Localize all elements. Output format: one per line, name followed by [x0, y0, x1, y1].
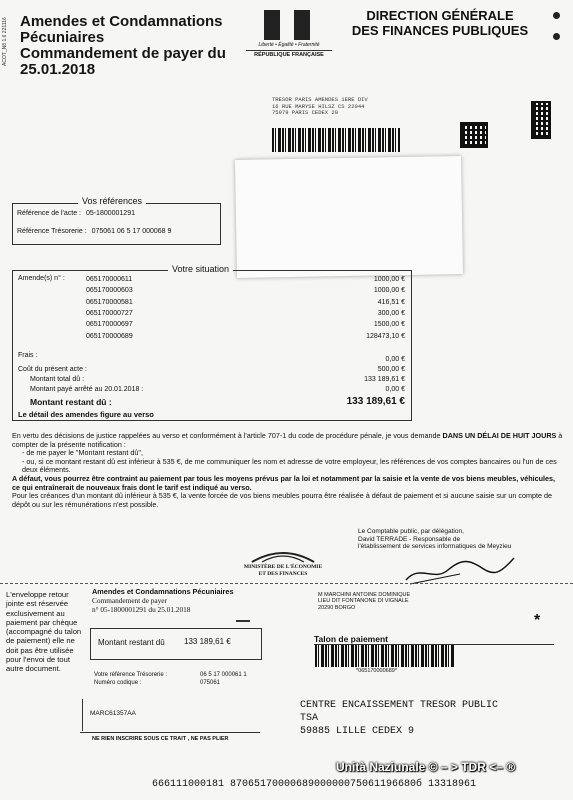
ministry-emblem-icon: [248, 548, 318, 564]
notice-text: En vertu des décisions de justice rappelées au verso et conformément à l'article 707-1 du code de procédure pénale, je vous demande: [12, 431, 443, 440]
amende-number: 065170000689: [86, 332, 133, 340]
coupon-divider: [236, 620, 250, 622]
ministry-line: MINISTÈRE DE L'ÉCONOMIE: [243, 564, 323, 570]
amende-number: 065170000611: [86, 276, 133, 283]
ministry-line: ET DES FINANCES: [258, 570, 308, 577]
amendes-label: Amende(s) n° :: [18, 275, 65, 282]
title-line: 25.01.2018: [20, 61, 96, 78]
center-line: CENTRE ENCAISSEMENT TRESOR PUBLIC: [300, 700, 499, 711]
notice-warning: A défaut, vous pourrez être contraint au paiement par tous les moyens prévus par la loi et notamment par la saisie et la vente de vos biens meubles, véhicules, ce qui entraînerait de nouveaux frais dont le tarif est indiqué au verso.: [12, 473, 555, 492]
punch-hole-icon: [553, 12, 560, 19]
punch-hole-icon: [553, 33, 560, 40]
ministry-name: [228, 564, 338, 577]
address-line: 75979 PARIS CEDEX 20: [272, 109, 339, 116]
coupon-tresor-label: Votre référence Trésorerie :: [94, 672, 168, 678]
address-line: TRESOR PARIS AMENDES 1ERE DIV: [272, 96, 368, 103]
coupon-mark: [82, 699, 83, 731]
amende-amount: 416,51 €: [377, 298, 405, 306]
title-line: Amendes et Condamnations: [20, 13, 223, 30]
sender-address: [272, 97, 368, 117]
total-value: 133 189,61 €: [364, 376, 405, 383]
restant-label: Montant restant dû :: [30, 397, 112, 407]
notice-paragraph: Pour les créances d'un montant dû inférieur à 535 €, la vente forcée de vos biens meubles pourra être réalisée à défaut de paiement et si aucune saisie sur un compte de dépôt ou sur les rémunérations n'est possible.: [12, 491, 552, 509]
logo-name: RÉPUBLIQUE FRANÇAISE: [246, 50, 332, 58]
acte-reference: [17, 210, 135, 217]
agency-line: DES FINANCES PUBLIQUES: [351, 23, 529, 38]
document-title: [20, 14, 245, 78]
amende-number: 065170000603: [86, 287, 133, 295]
amende-amount: 1500,00 €: [373, 321, 405, 329]
coupon-header: [92, 587, 234, 614]
qr-code-icon: [460, 122, 488, 148]
restant-value: 133 189,61 €: [346, 396, 405, 407]
detail-note: Le détail des amendes figure au verso: [18, 410, 154, 419]
amende-amount: 300,00 €: [377, 309, 405, 317]
center-line: TSA: [300, 713, 319, 724]
frais-label: Frais :: [18, 352, 38, 359]
total-label: Montant total dû :: [30, 376, 85, 383]
acte-value: 05-1800001291: [85, 210, 135, 217]
amende-amount: 128473,10 €: [366, 332, 405, 340]
amende-amount: 1000,00 €: [373, 287, 405, 295]
talon-number: *065170000689*: [356, 668, 397, 674]
republique-logo: [246, 10, 332, 62]
coupon-amount-value: 133 189,61 €: [184, 637, 231, 646]
amende-number: 065170000697: [86, 321, 133, 329]
coupon-line: [80, 732, 260, 733]
marianne-icon: [264, 10, 310, 40]
paye-value: 0,00 €: [385, 386, 405, 393]
marc-code: MARC61357AA: [90, 710, 136, 717]
notice-text: à compter de la présente notification :: [12, 431, 563, 449]
agency-name: [340, 8, 540, 38]
datamatrix-icon: [531, 101, 551, 139]
notice-bullet: - de me payer le "Montant restant dû",: [22, 448, 143, 458]
cout-label: Coût du présent acte :: [18, 366, 87, 373]
signature-line: l'établissement de services informatiques de Meyzieu: [358, 543, 512, 550]
recipient-line: 20290 BORGO: [318, 604, 356, 611]
recipient-line: LIEU DIT FONTANONE DI VIGNALE: [318, 598, 409, 605]
recipient-address: [318, 592, 410, 611]
payment-center-address: [300, 699, 498, 738]
ocr-line: 666111000181 8706517000068900000075061196680б 13318961: [152, 779, 477, 790]
paye-label: Montant payé arrêté au 20.01.2018 :: [30, 386, 144, 393]
envelope-note: L'enveloppe retour jointe est réservée exclusivement au paiement par chèque (accompagné du talon de paiement) elle ne doit pas être utilisée pour l'envoi de tout autre document.: [6, 590, 82, 674]
coupon-codique-label: Numéro codique :: [94, 680, 142, 686]
coupon-codique-value: 075061: [200, 680, 221, 686]
covering-sticker: [235, 156, 463, 278]
coupon-tresor-value: 06 5 17 000061 1: [200, 672, 247, 678]
coupon-subtitle: Commandement de payer: [92, 596, 167, 605]
side-code: ACOT_N8 1.6 221116: [2, 17, 8, 66]
acte-label: Référence de l'acte :: [17, 210, 81, 217]
tresorerie-value: 075061 06 5 17 000068 9: [91, 228, 172, 235]
signature-line: Le Comptable public, par délégation,: [358, 528, 464, 535]
no-write-notice: NE RIEN INSCRIRE SOUS CE TRAIT , NE PAS PLIER: [92, 736, 229, 742]
signature-block: [358, 528, 511, 551]
frais-value: 0,00 €: [385, 356, 405, 363]
signature-line: David TERRADE - Responsable de: [358, 535, 461, 543]
address-barcode: [272, 128, 400, 152]
recipient-line: M MARCHINI ANTOINE DOMINIQUE: [318, 592, 411, 598]
star-mark: *: [534, 612, 541, 629]
situation-heading: Votre situation: [168, 264, 233, 274]
coupon-reference: n° 05-1800001291 du 25.01.2018: [92, 605, 191, 614]
title-line: Commandement de payer du: [20, 45, 226, 62]
address-line: 16 RUE MARYSE HILSZ CS 22044: [272, 102, 365, 110]
coupon-amount-label: Montant restant dû: [98, 638, 165, 647]
amende-number: 065170000581: [86, 298, 133, 306]
talon-label: Talon de paiement: [314, 634, 388, 644]
talon-barcode: [315, 645, 455, 667]
title-line: Pécuniaires: [20, 29, 105, 46]
amende-number: 065170000727: [86, 309, 133, 317]
watermark: Unità Naziunale © – > TDR <– ®: [336, 760, 516, 774]
notice-deadline: DANS UN DÉLAI DE HUIT JOURS: [442, 431, 557, 440]
cout-value: 500,00 €: [377, 366, 405, 373]
notice-bullet: - ou, si ce montant restant dû est inférieur à 535 €, de me communiquer les nom et adresse de votre employeur, les références de vos comptes bancaires ou l'un de ces deux éléments.: [22, 456, 557, 475]
amende-amount: 1000,00 €: [373, 276, 405, 283]
notice-paragraph: [12, 432, 564, 449]
center-line: 59885 LILLE CEDEX 9: [300, 726, 415, 737]
tresorerie-reference: [17, 228, 171, 235]
coupon-title: Amendes et Condamnations Pécuniaires: [92, 587, 234, 596]
agency-line: DIRECTION GÉNÉRALE: [366, 8, 514, 23]
logo-motto: Liberté • Égalité • Fraternité: [258, 42, 320, 48]
legal-notice: [12, 432, 564, 509]
tear-line: [0, 583, 573, 584]
tresorerie-label: Référence Trésorerie :: [17, 228, 87, 235]
references-heading: Vos références: [78, 196, 146, 206]
